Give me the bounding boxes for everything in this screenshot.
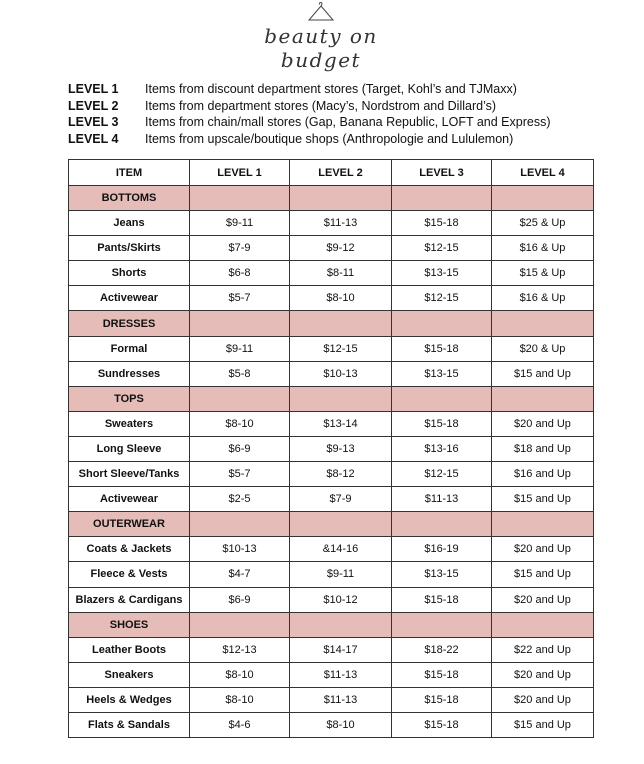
price-cell: $12-15: [392, 286, 492, 311]
category-label: SHOES: [69, 612, 190, 637]
table-row: [69, 336, 594, 361]
table-row: [69, 286, 594, 311]
price-cell: $16 and Up: [492, 462, 594, 487]
price-cell: $18-22: [392, 637, 492, 662]
category-cell: [392, 512, 492, 537]
table-row: [69, 211, 594, 236]
price-cell: $6-8: [190, 261, 290, 286]
price-table: [68, 159, 594, 738]
table-row: [69, 236, 594, 261]
price-cell: $6-9: [190, 587, 290, 612]
column-header: LEVEL 1: [190, 160, 290, 186]
category-cell: [190, 512, 290, 537]
price-cell: $9-13: [290, 436, 392, 461]
table-row: [69, 562, 594, 587]
category-label: BOTTOMS: [69, 186, 190, 211]
price-cell: $15-18: [392, 336, 492, 361]
item-name: Fleece & Vests: [69, 562, 190, 587]
level-description: Items from upscale/boutique shops (Anthropologie and Lululemon): [145, 131, 514, 146]
category-cell: [392, 612, 492, 637]
price-cell: $11-13: [290, 687, 392, 712]
price-cell: $12-15: [392, 462, 492, 487]
price-cell: $25 & Up: [492, 211, 594, 236]
category-row: [69, 512, 594, 537]
price-cell: $20 and Up: [492, 687, 594, 712]
price-cell: $9-11: [290, 562, 392, 587]
category-row: [69, 186, 594, 211]
price-cell: $7-9: [290, 487, 392, 512]
category-cell: [392, 311, 492, 336]
table-row: [69, 261, 594, 286]
table-row: [69, 662, 594, 687]
category-cell: [190, 186, 290, 211]
item-name: Leather Boots: [69, 637, 190, 662]
category-row: [69, 386, 594, 411]
price-cell: $8-10: [290, 712, 392, 737]
price-cell: $16 & Up: [492, 286, 594, 311]
category-cell: [190, 311, 290, 336]
price-cell: $15-18: [392, 712, 492, 737]
price-cell: $10-12: [290, 587, 392, 612]
price-cell: $22 and Up: [492, 637, 594, 662]
price-cell: $15 and Up: [492, 562, 594, 587]
price-cell: $15-18: [392, 687, 492, 712]
table-row: [69, 462, 594, 487]
price-cell: $6-9: [190, 436, 290, 461]
price-cell: $4-7: [190, 562, 290, 587]
item-name: Sneakers: [69, 662, 190, 687]
item-name: Blazers & Cardigans: [69, 587, 190, 612]
price-cell: $15-18: [392, 411, 492, 436]
price-cell: $20 and Up: [492, 662, 594, 687]
table-row: [69, 436, 594, 461]
item-name: Flats & Sandals: [69, 712, 190, 737]
category-cell: [392, 186, 492, 211]
category-cell: [190, 612, 290, 637]
table-row: [69, 361, 594, 386]
item-name: Coats & Jackets: [69, 537, 190, 562]
price-cell: $20 and Up: [492, 537, 594, 562]
level-legend: [68, 81, 551, 147]
item-name: Heels & Wedges: [69, 687, 190, 712]
price-cell: $15 and Up: [492, 487, 594, 512]
table-header-row: [69, 160, 594, 186]
price-cell: $13-15: [392, 261, 492, 286]
price-cell: $5-8: [190, 361, 290, 386]
item-name: Sundresses: [69, 361, 190, 386]
price-cell: $18 and Up: [492, 436, 594, 461]
item-name: Long Sleeve: [69, 436, 190, 461]
level-description: Items from discount department stores (Target, Kohl’s and TJMaxx): [145, 82, 517, 96]
table-row: [69, 687, 594, 712]
item-name: Short Sleeve/Tanks: [69, 462, 190, 487]
price-cell: $5-7: [190, 286, 290, 311]
price-cell: $12-15: [392, 236, 492, 261]
item-name: Activewear: [69, 487, 190, 512]
level-name: LEVEL 1: [68, 82, 119, 96]
item-name: Pants/Skirts: [69, 236, 190, 261]
category-cell: [290, 512, 392, 537]
price-cell: $20 and Up: [492, 587, 594, 612]
price-cell: $13-16: [392, 436, 492, 461]
price-cell: $9-11: [190, 211, 290, 236]
price-cell: $16 & Up: [492, 236, 594, 261]
price-cell: $15 and Up: [492, 712, 594, 737]
item-name: Shorts: [69, 261, 190, 286]
category-cell: [290, 386, 392, 411]
level-name: LEVEL 2: [68, 98, 119, 113]
price-cell: $14-17: [290, 637, 392, 662]
column-header: LEVEL 2: [290, 160, 392, 186]
table-row: [69, 712, 594, 737]
price-cell: $20 & Up: [492, 336, 594, 361]
price-cell: $15-18: [392, 587, 492, 612]
price-cell: $13-14: [290, 411, 392, 436]
price-cell: $4-6: [190, 712, 290, 737]
level-description: Items from department stores (Macy’s, Nordstrom and Dillard’s): [145, 98, 497, 113]
level-row: [68, 81, 551, 98]
logo-text: beauty on budget: [264, 24, 378, 72]
category-cell: [392, 386, 492, 411]
category-cell: [290, 186, 392, 211]
price-cell: $13-15: [392, 562, 492, 587]
table-row: [69, 411, 594, 436]
price-cell: $9-11: [190, 336, 290, 361]
price-cell: $15-18: [392, 211, 492, 236]
price-cell: $7-9: [190, 236, 290, 261]
price-cell: $8-10: [190, 687, 290, 712]
category-row: [69, 612, 594, 637]
category-row: [69, 311, 594, 336]
price-cell: $20 and Up: [492, 411, 594, 436]
price-cell: $2-5: [190, 487, 290, 512]
category-cell: [492, 311, 594, 336]
level-row: [68, 98, 551, 115]
column-header: ITEM: [69, 160, 190, 186]
category-cell: [190, 386, 290, 411]
column-header: LEVEL 4: [492, 160, 594, 186]
item-name: Jeans: [69, 211, 190, 236]
price-cell: $15 and Up: [492, 361, 594, 386]
price-cell: $8-12: [290, 462, 392, 487]
level-name: LEVEL 3: [68, 115, 119, 129]
price-cell: $11-13: [290, 211, 392, 236]
level-description: Items from chain/mall stores (Gap, Banana Republic, LOFT and Express): [145, 115, 551, 129]
category-cell: [492, 386, 594, 411]
category-cell: [290, 311, 392, 336]
price-cell: $8-11: [290, 261, 392, 286]
column-header: LEVEL 3: [392, 160, 492, 186]
price-cell: $15-18: [392, 662, 492, 687]
item-name: Formal: [69, 336, 190, 361]
level-row: [68, 131, 551, 148]
price-cell: $8-10: [190, 662, 290, 687]
category-label: OUTERWEAR: [69, 512, 190, 537]
category-label: TOPS: [69, 386, 190, 411]
category-cell: [492, 512, 594, 537]
category-cell: [492, 186, 594, 211]
price-cell: $10-13: [290, 361, 392, 386]
price-cell: $11-13: [392, 487, 492, 512]
table-body: [69, 186, 594, 738]
price-cell: $15 & Up: [492, 261, 594, 286]
price-cell: &14-16: [290, 537, 392, 562]
price-cell: $11-13: [290, 662, 392, 687]
item-name: Activewear: [69, 286, 190, 311]
table-row: [69, 537, 594, 562]
price-cell: $5-7: [190, 462, 290, 487]
price-cell: $9-12: [290, 236, 392, 261]
category-cell: [290, 612, 392, 637]
hanger-icon: [306, 2, 336, 24]
price-cell: $12-15: [290, 336, 392, 361]
price-cell: $16-19: [392, 537, 492, 562]
level-name: LEVEL 4: [68, 131, 119, 146]
level-row: [68, 114, 551, 131]
price-cell: $13-15: [392, 361, 492, 386]
price-cell: $8-10: [190, 411, 290, 436]
logo: [226, 2, 416, 72]
price-cell: $12-13: [190, 637, 290, 662]
category-cell: [492, 612, 594, 637]
category-label: DRESSES: [69, 311, 190, 336]
table-row: [69, 487, 594, 512]
table-row: [69, 637, 594, 662]
price-cell: $8-10: [290, 286, 392, 311]
table-row: [69, 587, 594, 612]
price-cell: $10-13: [190, 537, 290, 562]
item-name: Sweaters: [69, 411, 190, 436]
